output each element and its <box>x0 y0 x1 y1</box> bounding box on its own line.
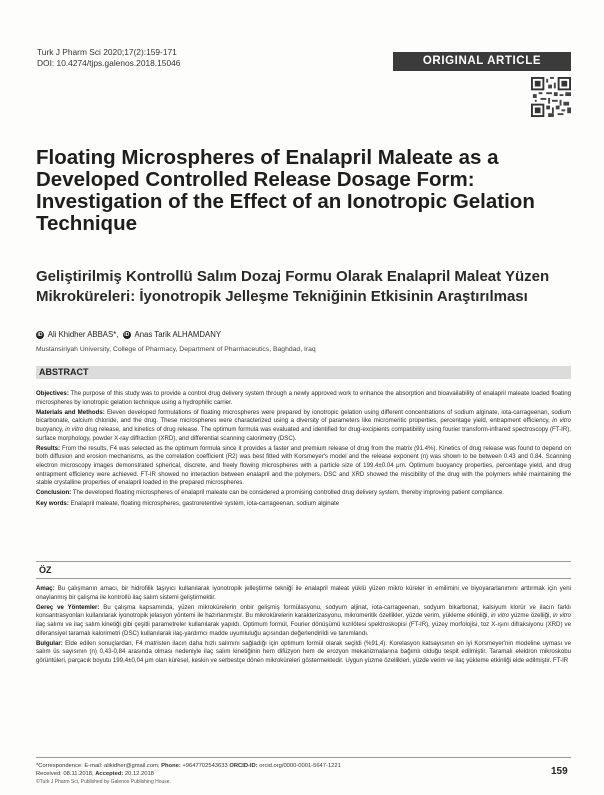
divider <box>36 561 571 562</box>
doi[interactable]: DOI: 10.4274/tjps.galenos.2018.15046 <box>37 58 181 68</box>
correspondence-line: *Correspondence: E-mail: alikidher@gmail.com; Phone: +9647702543633 ORCID-ID: orcid.org/0000-0001-5647-1221 <box>36 763 341 769</box>
oz-body <box>36 585 571 667</box>
orcid-icon[interactable]: iD <box>124 331 130 338</box>
journal-citation: Turk J Pharm Sci 2020;17(2):159-171 <box>37 47 177 57</box>
qr-code-icon <box>531 77 571 117</box>
author-name: Ali Khidher ABBAS*, <box>47 330 119 339</box>
abstract-objectives: Objectives: The purpose of this study was to provide a control drug delivery system through a newly approved work to enhance the absorption and bioavailability of enalapril maleate loaded floating microspheres by ionotropic gelation technique using a hydrophilic carrier. <box>36 390 571 406</box>
author-list <box>36 330 221 339</box>
footer-divider <box>36 757 571 758</box>
affiliation: Mustansiriyah University, College of Pharmacy, Department of Pharmaceutics, Baghdad, Iraq <box>36 346 316 353</box>
journal-meta <box>37 47 180 69</box>
oz-gerec: Gereç ve Yöntemler: Bu çalışma kapsamında, yüzen mikrokürelerin onbir gelişmiş formülasyonu, sodyum aljinat, iota-carrageenan, sodyum bikarbonat, kalsiyum klorür ve ilacın farklı konsantrasyonları kullanılarak iyonotropik jelasyon yöntemi ile hazırlanmıştır. Bu mikrokürelerin karakterizasyonu, mikromeritik özellikler, yüzde verim, yükleme etkinliği, in vitro yüzme özelliği, in vitro ilaç salımı ve ilaç salım kinetiği gibi çeşitli parametreler kullanılarak yapıldı. Optimum formül, Fourier dönüşümü kızılötesi spektroskopisi (FT-IR), yüzey morfolojisi, toz X-ışını difraksiyonu (XRD) ve diferansiyel taramalı kalorimetri (DSC) kullanılarak ilaç-yardımcı madde uyumluluğu açısından değerlendirildi ve tanımlandı. <box>36 603 572 637</box>
article-type-badge: ORIGINAL ARTICLE <box>393 52 571 71</box>
oz-amac: Amaç: Bu çalışmanın amacı, bir hidrofilik taşıyıcı kullanılarak iyonotropik jelleştirme tekniği ile enalapril maleat yüklü yüzen mikro küreler in emilimini ve biyoyararlanımını arttırmak için yeni onaylanmış bir çalışma ile kontrollü ilaç salım sistemi geliştirmektir. <box>36 585 571 601</box>
abstract-methods: Materials and Methods: Eleven developed formulations of floating microspheres were prepared by ionotropic gelation using different concentrations of sodium alginate, iota-carrageenan, sodium bicarbonate, calcium chloride, and the drug. These microspheres were characterized using a diversity of parameters like micromeritic properties, percentage yield, entrapment efficiency, in vitro buoyancy, in vitro drug release, and kinetics of drug release. The optimum formula was evaluated and identified for drug-excipients compatibility using fourier transform-infrared spectroscopy (FT-IR), surface morphology, powder X-ray diffraction (XRD), and differential scanning calorimetry (DSC). <box>36 408 572 442</box>
copyright: ©Turk J Pharm Sci, Published by Galenos Publishing House. <box>36 779 171 786</box>
article-title: Floating Microspheres of Enalapril Maleate as a Developed Controlled Release Dosage Form: Investigation of the Effect of an Ionotropic Gelation Technique <box>36 146 535 235</box>
correspondence-footer <box>36 762 341 787</box>
dates-line: Received: 08.11.2018, Accepted: 20.12.2018 <box>36 771 154 778</box>
orcid-icon[interactable]: iD <box>37 331 43 338</box>
abstract-conclusion: Conclusion: The developed floating microspheres of enalapril maleate can be considered a promising controlled drug delivery system, thereby improving patient compliance. <box>36 489 505 497</box>
page-number: 159 <box>551 766 568 777</box>
oz-heading: ÖZ <box>39 565 52 575</box>
abstract-heading: ABSTRACT <box>36 366 571 379</box>
abstract-keywords: Key words: Enalapril maleate, floating microspheres, gastroretentive system, iota-carrageenan, sodium alginate <box>36 499 340 507</box>
divider <box>36 578 571 579</box>
oz-bulgular: Bulgular: Elde edilen sonuçlardan, F4 matristen ilacın daha hızlı salımını sağladığı için optimum formül olarak seçildi (%91,4). Korelasyon katsayısının en iyi Korsmeyer'nin modeline uyması ve salım üs sayısının (n) 0,43-0,84 arasında olması nedeniyle ilaç salım kinetiğinin hem difüzyon hem de erozyon mekanizmalarına bağımlı olduğu tespit edilmiştir. Taramalı elektron mikroskobu görüntüleri, parçacık boyutu 199,4±0,04 μm olan küresel, keskin ve serbestçe dönen mikroküreleri göstermektedir. Uygun yüzme özellikleri, yüzde verim ve ilaç yükleme etkinliği elde edilmiştir. FT-IR <box>36 639 571 664</box>
email-link[interactable]: alikidher@gmail.com; <box>104 763 160 769</box>
orcid-link[interactable]: orcid.org/0000-0001-5647-1221 <box>259 763 341 769</box>
abstract-results: Results: From the results, F4 was selected as the optimum formula since it provides a faster and premium release of drug from the matrix (91.4%). Kinetics of drug release was found to depend on both diffusion and erosion mechanisms, as the correlation coefficient (R2) was best fitted with Korsmeyer's model and the release exponent (n) was shown to be between 0.43 and 0.84. Scanning electron microscopy images demonstrated spherical, discrete, and freely flowing microspheres with a particle size of 199.4±0.04 μm. Optimum buoyancy properties, percentage yield, and drug entrapment efficiency were achieved. FT-IR showed no interaction between enalapril and the polymers. DSC and XRD showed the miscibility of the drug with the polymers while maintaining the stable crystalline properties of enalapril loaded in the prepared microspheres. <box>36 444 571 487</box>
abstract-body <box>36 390 571 510</box>
author-name: Anas Tarik ALHAMDANY <box>134 330 222 339</box>
article-title-turkish: Geliştirilmiş Kontrollü Salım Dozaj Formu Olarak Enalapril Maleat Yüzen Mikroküreleri: İyonotropik Jelleşme Tekniğinin Etkisinin Araştırılması <box>36 268 550 305</box>
phone: +9647702543633 <box>182 763 228 769</box>
